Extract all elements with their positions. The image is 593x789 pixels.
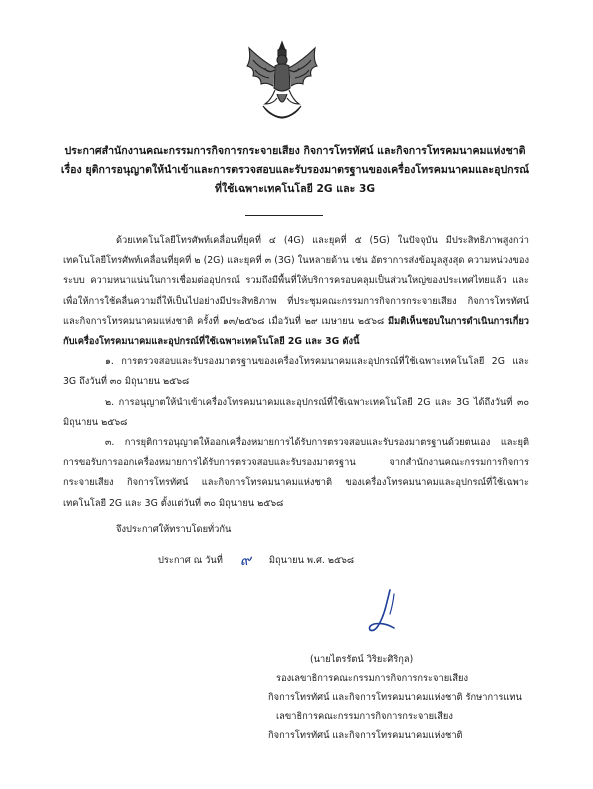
garuda-emblem-icon <box>243 38 321 130</box>
signer-block <box>268 650 538 745</box>
signer-title-line4: กิจการโทรทัศน์ และกิจการโทรคมนาคมแห่งชาติ <box>268 730 463 741</box>
header-subject-line: เรื่อง ยุติการอนุญาตให้นำเข้าและการตรวจสอบและรับรองมาตรฐานของเครื่องโทรคมนาคมและอุปกรณ์ <box>60 164 530 176</box>
body-intro-text: ด้วยเทคโนโลยีโทรศัพท์เคลื่อนที่ยุคที่ ๔ (4G) และยุคที่ ๕ (5G) ในปัจจุบัน มีประสิทธิภาพสูงกว่าเทคโนโลยีโทรศัพท์เคลื่อนที่ยุคที่ ๒ (2G) และยุคที่ ๓ (3G) ในหลายด้าน เช่น อัตราการส่งข้อมูลสูงสุด ความหน่วงของระบบ ความหนาแน่นในการเชื่อมต่ออุปกรณ์ รวมถึงมีพื้นที่ให้บริการครอบคลุมเป็นส่วนใหญ่ของประเทศไทยแล้ว และเพื่อให้การใช้คลื่นความถี่ให้เป็นไปอย่างมีประสิทธิภาพ ที่ประชุมคณะกรรมการกิจการกระจายเสียง กิจการโทรทัศน์ และกิจการโทรคมนาคมแห่งชาติ ครั้งที่ ๑๓/๒๕๖๘ เมื่อวันที่ ๒๙ เมษายน ๒๕๖๘ <box>63 235 529 327</box>
announcement-dateline <box>158 553 354 568</box>
body-item-1: ๑. การตรวจสอบและรับรองมาตรฐานของเครื่องโทรคมนาคมและอุปกรณ์ที่ใช้เฉพาะเทคโนโลยี 2G และ 3G ถึงวันที่ ๓๐ มิถุนายน ๒๕๖๘ <box>63 356 529 388</box>
header-title-line1: ประกาศสำนักงานคณะกรรมการกิจการกระจายเสียง กิจการโทรทัศน์ และกิจการโทรคมนาคมแห่งชาติ <box>64 145 526 157</box>
signer-title-line3: เลขาธิการคณะกรรมการกิจการกระจายเสียง <box>276 711 453 722</box>
signer-title-line2: กิจการโทรทัศน์ และกิจการโทรคมนาคมแห่งชาติ รักษาการแทน <box>268 692 522 703</box>
dateline-prefix: ประกาศ ณ วันที่ <box>158 555 223 566</box>
document-header <box>60 142 530 199</box>
body-item-3: ๓. การยุติการอนุญาตให้ออกเครื่องหมายการได้รับการตรวจสอบและรับรองมาตรฐานด้วยตนเอง และยุติการขอรับการออกเครื่องหมายการได้รับการตรวจสอบและรับรองมาตรฐาน จากสำนักงานคณะกรรมการกิจการกระจายเสียง กิจการโทรทัศน์ และกิจการโทรคมนาคมแห่งชาติ ของเครื่องโทรคมนาคมและอุปกรณ์ที่ใช้เฉพาะเทคโนโลยี 2G และ 3G ตั้งแต่วันที่ ๓๐ มิถุนายน ๒๕๖๘ <box>63 437 529 509</box>
body-notice: จึงประกาศให้ทราบโดยทั่วกัน <box>116 523 232 535</box>
dateline-day-slot <box>226 551 266 569</box>
signer-name: (นายไตรรัตน์ วิริยะศิริกุล) <box>310 654 414 665</box>
handwritten-signature <box>360 588 415 638</box>
header-subject-line-cont: ที่ใช้เฉพาะเทคโนโลยี 2G และ 3G <box>214 183 376 195</box>
document-body <box>63 231 529 540</box>
body-intro-paragraph <box>63 231 529 352</box>
dateline-day-handwritten: ๙ <box>239 551 251 569</box>
body-item-2: ๒. การอนุญาตให้นำเข้าเครื่องโทรคมนาคมและอุปกรณ์ที่ใช้เฉพาะเทคโนโลยี 2G และ 3G ได้ถึงวันที่ ๓๐ มิถุนายน ๒๕๖๘ <box>63 396 529 428</box>
body-intro-resolution: มีมติเห็นชอบในการดำเนินการเกี่ยวกับเครื่องโทรคมนาคมและอุปกรณ์ที่ใช้เฉพาะเทคโนโลยี 2G และ 3G ดังนี้ <box>63 315 529 348</box>
dateline-month-year: มิถุนายน พ.ศ. ๒๕๖๘ <box>268 555 355 566</box>
signer-title-line1: รองเลขาธิการคณะกรรมการกิจการกระจายเสียง <box>276 673 468 684</box>
header-divider <box>245 215 323 216</box>
